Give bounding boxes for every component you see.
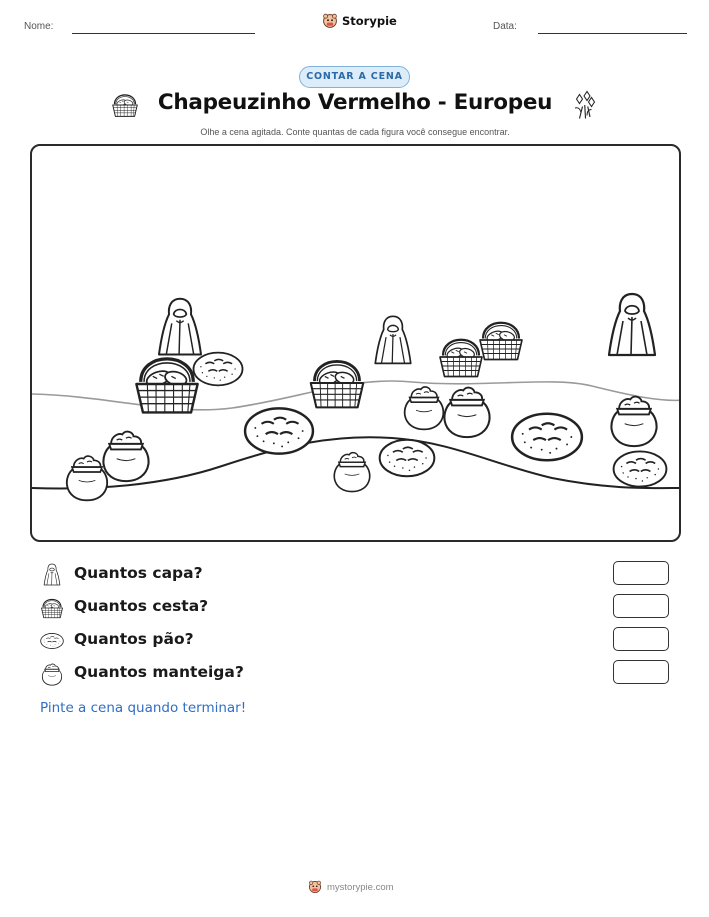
question-row-bread — [40, 629, 670, 653]
cape-figure — [609, 294, 655, 355]
butter-pot-figure — [103, 432, 148, 482]
instructions: Olhe a cena agitada. Conte quantas de cada figura você consegue encontrar. — [200, 127, 510, 137]
butter-pot-figure — [405, 387, 444, 429]
question-text: Quantos manteiga? — [74, 663, 244, 681]
counting-scene[interactable] — [30, 144, 681, 542]
date-label: Data: — [493, 21, 517, 32]
flowers-icon — [569, 90, 599, 120]
answer-box-bread[interactable] — [613, 627, 669, 651]
bread-figure — [380, 440, 435, 476]
name-label: Nome: — [24, 21, 54, 32]
page-title: Chapeuzinho Vermelho - Europeu — [157, 90, 553, 115]
question-text: Quantos cesta? — [74, 597, 209, 615]
bread-figure — [512, 414, 582, 461]
basket-figure — [311, 361, 364, 407]
answer-box-butter[interactable] — [613, 660, 669, 684]
basket-figure — [480, 323, 522, 360]
question-row-butter — [40, 662, 670, 686]
butter-pot-figure — [611, 397, 656, 447]
question-text: Quantos pão? — [74, 630, 194, 648]
color-prompt: Pinte a cena quando terminar! — [40, 700, 247, 716]
brand-logo — [322, 13, 397, 29]
storypie-mascot-icon — [308, 880, 322, 894]
name-line[interactable] — [72, 33, 255, 34]
butter-pot-figure — [444, 388, 489, 438]
butter-pot-icon — [40, 662, 64, 686]
butter-pot-figure — [334, 453, 369, 492]
cape-figure — [159, 299, 201, 355]
answer-box-cape[interactable] — [613, 561, 669, 585]
question-row-cape — [40, 563, 670, 587]
scene-illustration — [32, 146, 681, 542]
bread-icon — [40, 629, 64, 653]
brand-name: Storypie — [342, 14, 397, 28]
basket-icon — [111, 91, 139, 119]
question-row-basket — [40, 596, 670, 620]
activity-badge: CONTAR A CENA — [299, 66, 410, 88]
question-text: Quantos capa? — [74, 564, 203, 582]
footer — [308, 880, 394, 894]
bread-figure — [614, 451, 667, 486]
storypie-mascot-icon — [322, 13, 338, 29]
bread-figure — [193, 353, 242, 386]
butter-pot-figure — [67, 456, 107, 500]
basket-figure — [136, 359, 197, 413]
answer-box-basket[interactable] — [613, 594, 669, 618]
cape-icon — [40, 563, 64, 587]
cape-figure — [375, 316, 410, 363]
basket-figure — [440, 340, 482, 377]
bread-figure — [245, 408, 313, 453]
basket-icon — [40, 596, 64, 620]
date-line[interactable] — [538, 33, 687, 34]
footer-url[interactable]: mystorypie.com — [327, 881, 394, 893]
